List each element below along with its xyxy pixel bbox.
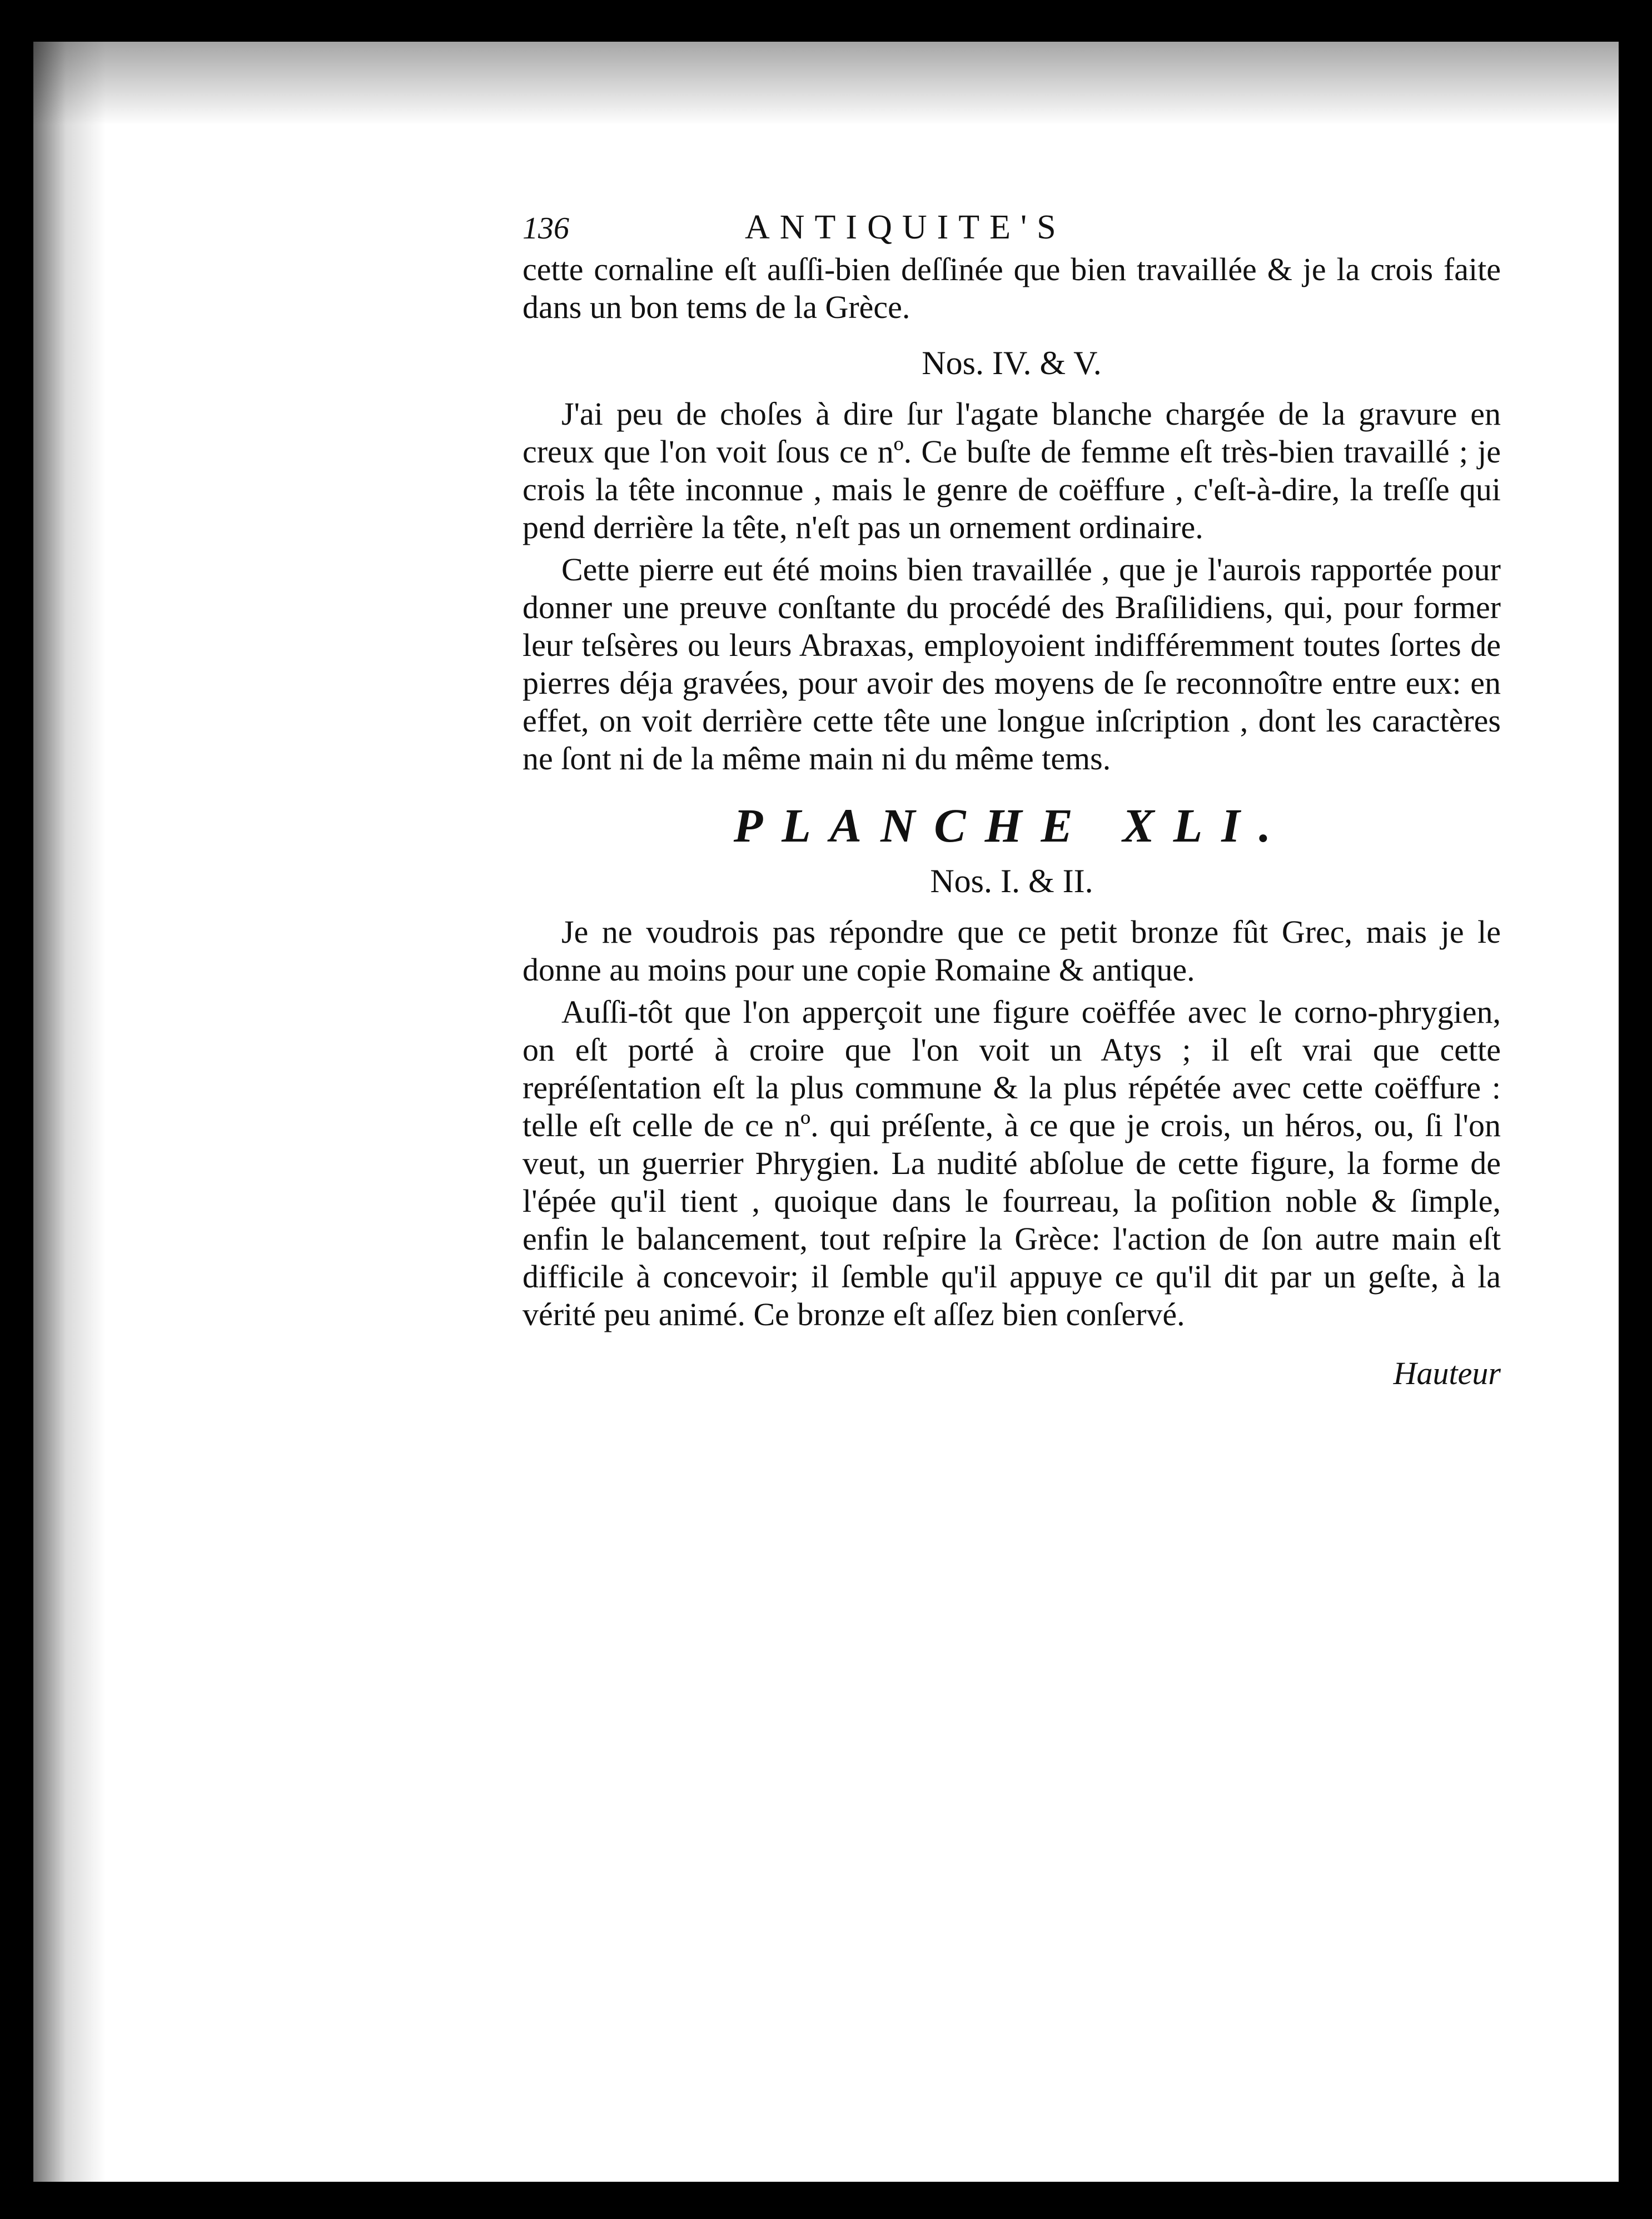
- page-number: 136: [523, 211, 569, 246]
- plate-title: PLANCHE XLI.: [733, 799, 1290, 852]
- paragraph: Je ne voudrois pas répondre que ce petit bronze fût Grec, mais je le donne au moins pour une copie Romaine & antique.: [523, 914, 1501, 988]
- catchword: Hauteur: [1393, 1355, 1501, 1391]
- paragraph: Auſſi-tôt que l'on apperçoit une figure coëffée avec le corno-phrygien, on eſt porté à croire que l'on voit un Atys ; il eſt vrai que cette repréſentation eſt la plus commune & la plus répétée avec cette coëffure : telle eſt celle de ce nº. qui préſente, à ce que je crois, un héros, ou, ſi l'on veut, un guerrier Phrygien. La nudité abſolue de cette figure, la forme de l'épée qu'il tient , quoique dans le fourreau, la poſition noble & ſimple, enfin le balancement, tout reſpire la Grèce: l'action de ſon autre main eſt difficile à concevoir; il ſemble qu'il appuye ce qu'il dit par un geſte, à la vérité peu animé. Ce bronze eſt aſſez bien conſervé.: [523, 994, 1501, 1332]
- paragraph: J'ai peu de choſes à dire ſur l'agate blanche chargée de la gravure en creux que l'on voit ſous ce nº. Ce buſte de femme eſt très-bien travaillé ; je crois la tête inconnue , mais le genre de coëffure , c'eſt-à-dire, la treſſe qui pend derrière la tête, n'eſt pas un ornement ordinaire.: [523, 396, 1501, 545]
- book-page: [33, 42, 1619, 2182]
- running-header: [523, 208, 1501, 247]
- page-edge-shadow-left: [33, 42, 106, 2182]
- paragraph: Cette pierre eut été moins bien travaillée , que je l'aurois rapportée pour donner une preuve conſtante du procédé des Braſilidiens, qui, pour former leur teſsères ou leurs Abraxas, employoient indifféremment toutes ſortes de pierres déja gravées, pour avoir des moyens de ſe reconnoître entre eux: en effet, on voit derrière cette tête une longue inſcription , dont les caractères ne ſont ni de la même main ni du même tems.: [523, 551, 1501, 777]
- paragraph-continued: cette cornaline eſt auſſi-bien deſſinée que bien travaillée & je la crois faite dans un bon tems de la Grèce.: [523, 251, 1501, 325]
- running-title: ANTIQUITE'S: [745, 208, 1066, 246]
- section-heading: Nos. IV. & V.: [922, 345, 1102, 381]
- plate-heading: Nos. I. & II.: [930, 863, 1093, 899]
- page-edge-shadow-top: [33, 42, 1619, 125]
- text-block: [523, 208, 1501, 1392]
